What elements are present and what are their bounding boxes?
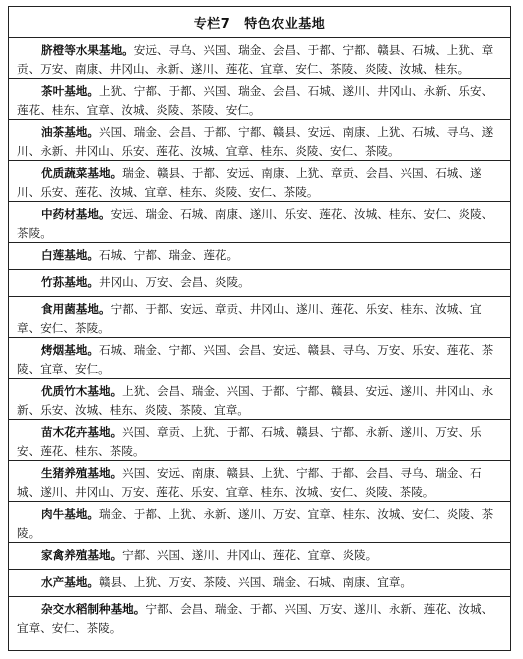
row-content: 宁都、会昌、瑞金、于都、兴国、万安、遂川、永新、莲花、汝城、宜章、安仁、茶陵。 — [17, 602, 494, 635]
row-label: 优质竹木基地。 — [41, 384, 123, 398]
column-title: 特色农业基地 — [244, 16, 326, 32]
table-row — [9, 502, 510, 543]
row-content: 宁都、兴国、遂川、井冈山、莲花、宜章、炎陵。 — [122, 548, 378, 562]
table-row — [9, 38, 510, 79]
row-label: 白莲基地。 — [41, 248, 99, 262]
table-row — [9, 420, 510, 461]
table-row — [9, 379, 510, 420]
row-label: 水产基地。 — [41, 575, 99, 589]
row-content: 石城、宁都、瑞金、莲花。 — [98, 248, 239, 262]
table-row — [9, 570, 510, 597]
table-row — [9, 597, 510, 638]
row-label: 苗木花卉基地。 — [41, 425, 123, 439]
row-content: 上犹、宁都、于都、兴国、瑞金、会昌、石城、遂川、井冈山、永新、乐安、莲花、桂东、宜章、汝城、炎陵、茶陵、安仁。 — [17, 84, 494, 117]
row-label: 脐橙等水果基地。 — [41, 43, 134, 57]
table-row — [9, 243, 510, 270]
table-row — [9, 161, 510, 202]
row-label: 油茶基地。 — [41, 125, 99, 139]
table-row — [9, 297, 510, 338]
special-column-table — [8, 6, 511, 651]
row-label: 杂交水稻制种基地。 — [41, 602, 146, 616]
table-row — [9, 270, 510, 297]
row-content: 石城、瑞金、宁都、兴国、会昌、安远、赣县、寻乌、万安、乐安、莲花、茶陵、宜章、安仁。 — [17, 343, 494, 376]
row-content: 上犹、会昌、瑞金、兴国、于都、宁都、赣县、安远、遂川、井冈山、永新、乐安、汝城、桂东、炎陵、茶陵、宜章。 — [17, 384, 494, 417]
row-content: 安远、寻乌、兴国、瑞金、会昌、于都、宁都、赣县、石城、上犹、章贡、万安、南康、井冈山、永新、遂川、莲花、宜章、安仁、茶陵、炎陵、汝城、桂东。 — [17, 43, 494, 76]
row-content: 兴国、瑞金、会昌、于都、宁都、赣县、安远、南康、上犹、石城、寻乌、遂川、永新、井冈山、乐安、莲花、汝城、宜章、桂东、炎陵、安仁、茶陵。 — [17, 125, 494, 158]
row-label: 优质蔬菜基地。 — [41, 166, 123, 180]
table-row — [9, 461, 510, 502]
row-label: 食用菌基地。 — [41, 302, 111, 316]
column-number: 专栏7 — [193, 16, 231, 32]
row-label: 烤烟基地。 — [41, 343, 99, 357]
table-row — [9, 79, 510, 120]
row-label: 家禽养殖基地。 — [41, 548, 123, 562]
row-content: 兴国、章贡、上犹、于都、石城、赣县、宁都、永新、遂川、万安、乐安、莲花、桂东、茶陵。 — [17, 425, 482, 458]
row-content: 井冈山、万安、会昌、炎陵。 — [98, 275, 250, 289]
row-label: 竹荪基地。 — [41, 275, 99, 289]
row-content: 安远、瑞金、石城、南康、遂川、乐安、莲花、汝城、桂东、安仁、炎陵、茶陵。 — [17, 207, 494, 240]
row-content: 赣县、上犹、万安、茶陵、兴国、瑞金、石城、南康、宜章。 — [98, 575, 413, 589]
table-title — [9, 7, 510, 38]
table-row — [9, 338, 510, 379]
row-content: 宁都、于都、安远、章贡、井冈山、遂川、莲花、乐安、桂东、汝城、宜章、安仁、茶陵。 — [17, 302, 482, 335]
row-label: 茶叶基地。 — [41, 84, 99, 98]
row-label: 生猪养殖基地。 — [41, 466, 123, 480]
table-row — [9, 120, 510, 161]
row-label: 肉牛基地。 — [41, 507, 99, 521]
row-label: 中药材基地。 — [41, 207, 111, 221]
table-row — [9, 202, 510, 243]
row-content: 瑞金、赣县、于都、安远、南康、上犹、章贡、会昌、兴国、石城、遂川、乐安、莲花、汝城、宜章、桂东、炎陵、安仁、茶陵。 — [17, 166, 482, 199]
row-content: 瑞金、于都、上犹、永新、遂川、万安、宜章、桂东、汝城、安仁、炎陵、茶陵。 — [17, 507, 494, 540]
table-row — [9, 543, 510, 570]
row-content: 兴国、安远、南康、赣县、上犹、宁都、于都、会昌、寻乌、瑞金、石城、遂川、井冈山、万安、莲花、乐安、宜章、桂东、汝城、安仁、炎陵、茶陵。 — [17, 466, 482, 499]
